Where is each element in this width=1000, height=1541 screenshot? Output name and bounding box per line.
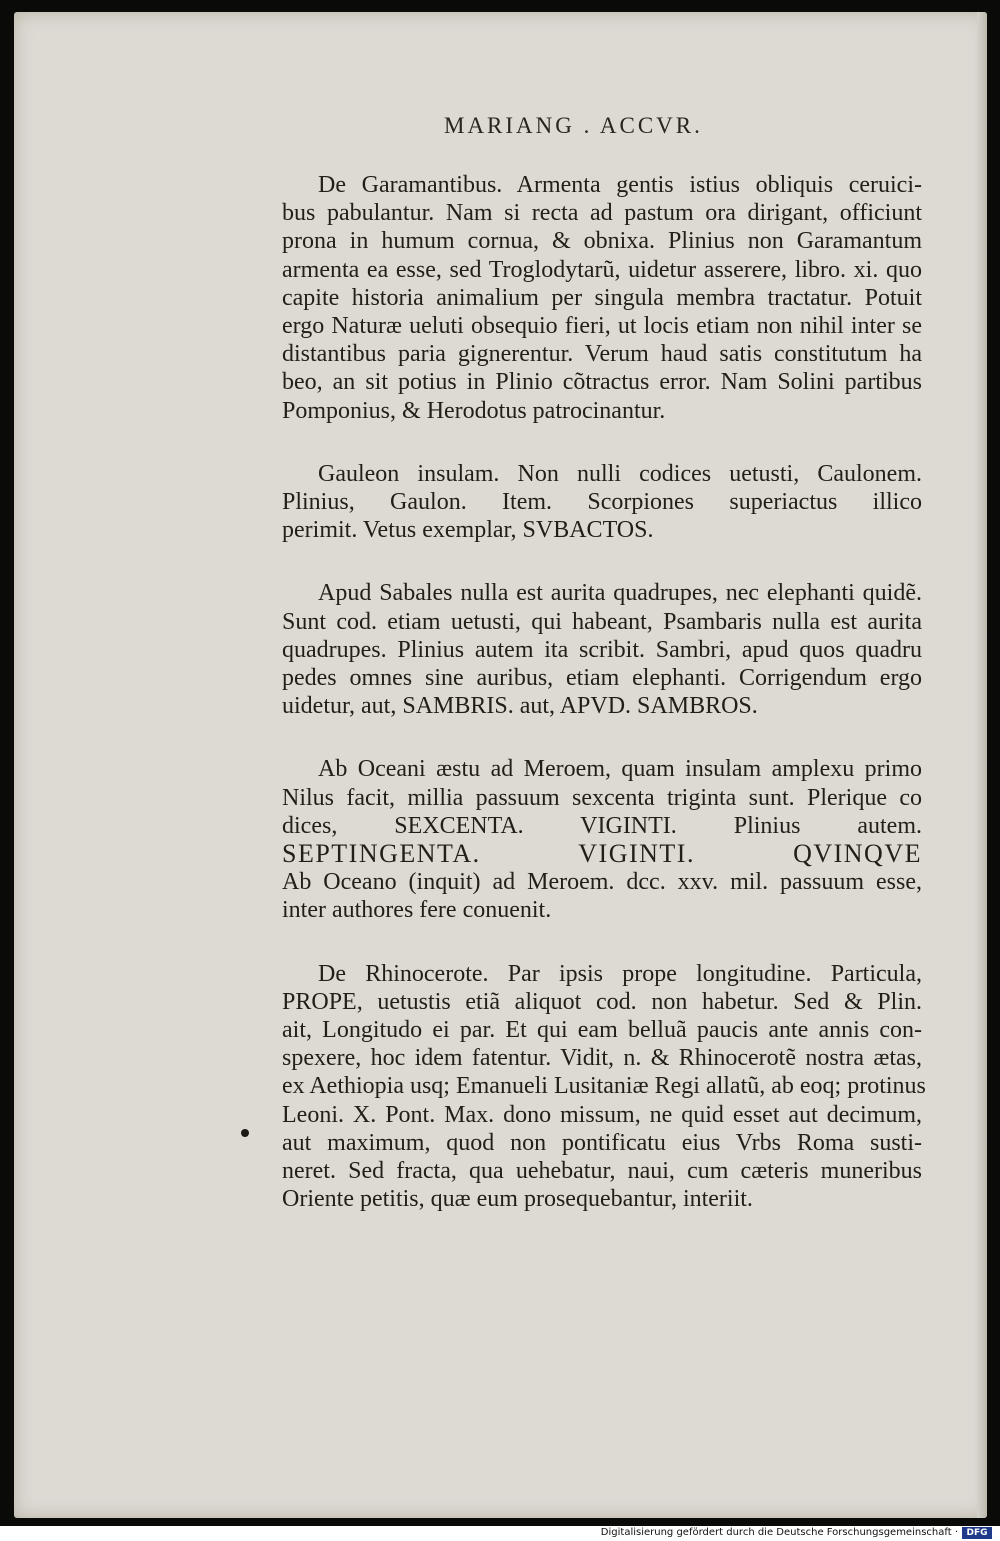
footer-credit: Digitalisierung gefördert durch die Deutsche Forschungsgemeinschaft ·: [600, 1527, 958, 1538]
text-line: armenta ea esse, sed Troglodytarũ, uidetur asserere, libro. xi. quo: [282, 256, 922, 283]
text-line: distantibus paria gignerentur. Verum haud satis constitutum ha: [282, 341, 922, 368]
body-text: [282, 171, 926, 1249]
text-line: perimit. Vetus exemplar, SVBACTOS.: [282, 517, 654, 544]
margin-dot: [241, 1129, 249, 1137]
text-line: Leoni. X. Pont. Max. dono missum, ne quid esset aut decimum,: [282, 1101, 922, 1128]
dfg-logo: DFG: [962, 1527, 992, 1539]
text-line: quadrupes. Plinius autem ita scribit. Sambri, apud quos quadru: [282, 636, 922, 663]
text-line: bus pabulantur. Nam si recta ad pastum ora dirigant, officiunt: [282, 200, 922, 227]
paragraph: [282, 579, 922, 720]
text-line: Ab Oceano (inquit) ad Meroem. dcc. xxv. mil. passuum esse,: [282, 869, 922, 896]
running-head: MARIANG . ACCVR.: [444, 113, 703, 138]
text-line: ex Aethiopia usq; Emanueli Lusitaniæ Regi allatũ, ab eoq; protinus: [282, 1073, 926, 1100]
text-line: inter authores fere conuenit.: [282, 897, 552, 924]
text-line: De Rhinocerote. Par ipsis prope longitudine. Particula,: [318, 960, 922, 987]
footer-bar: [0, 1526, 1000, 1541]
text-line: dices, SEXCENTA. VIGINTI. Plinius autem.: [282, 812, 922, 839]
text-line: Oriente petitis, quæ eum prosequebantur, interiit.: [282, 1186, 753, 1213]
text-line: SEPTINGENTA. VIGINTI. QVINQVE: [282, 839, 922, 869]
text-line: Pomponius, & Herodotus patrocinantur.: [282, 397, 666, 424]
paragraph: [282, 960, 926, 1214]
paragraph: [282, 460, 922, 545]
text-line: Ab Oceani æstu ad Meroem, quam insulam amplexu primo: [318, 756, 922, 783]
text-line: ait, Longitudo ei par. Et qui eam belluã paucis ante annis con-: [282, 1017, 922, 1044]
text-line: neret. Sed fracta, qua uehebatur, naui, cum cæteris muneribus: [282, 1158, 922, 1185]
text-line: aut maximum, quod non pontificatu eius Vrbs Roma susti-: [282, 1129, 922, 1156]
text-line: Nilus facit, millia passuum sexcenta triginta sunt. Plerique co: [282, 784, 922, 811]
paragraph: [282, 755, 922, 924]
text-line: PROPE, uetustis etiã aliquot cod. non habetur. Sed & Plin.: [282, 988, 922, 1015]
text-line: pedes omnes sine auribus, etiam elephanti. Corrigendum ergo: [282, 665, 922, 692]
paragraph: [282, 171, 922, 425]
text-line: uidetur, aut, SAMBRIS. aut, APVD. SAMBROS.: [282, 693, 758, 720]
text-line: spexere, hoc idem fatentur. Vidit, n. & Rhinocerotẽ nostra ætas,: [282, 1045, 922, 1072]
text-line: ergo Naturæ ueluti obsequio fieri, ut locis etiam non nihil inter se: [282, 313, 922, 340]
text-line: De Garamantibus. Armenta gentis istius obliquis ceruici-: [318, 172, 922, 198]
text-line: Plinius, Gaulon. Item. Scorpiones superiactus illico: [282, 489, 922, 516]
text-line: Gauleon insulam. Non nulli codices uetusti, Caulonem.: [318, 460, 922, 487]
page-edge: [977, 12, 987, 1518]
text-line: prona in humum cornua, & obnixa. Plinius non Garamantum: [282, 228, 922, 255]
text-line: Apud Sabales nulla est aurita quadrupes, nec elephanti quidẽ.: [318, 580, 922, 607]
text-line: beo, an sit potius in Plinio cõtractus error. Nam Solini partibus: [282, 369, 922, 396]
text-line: Sunt cod. etiam uetusti, qui habeant, Psambaris nulla est aurita: [282, 608, 922, 635]
text-line: capite historia animalium per singula membra tractatur. Potuit: [282, 284, 922, 311]
